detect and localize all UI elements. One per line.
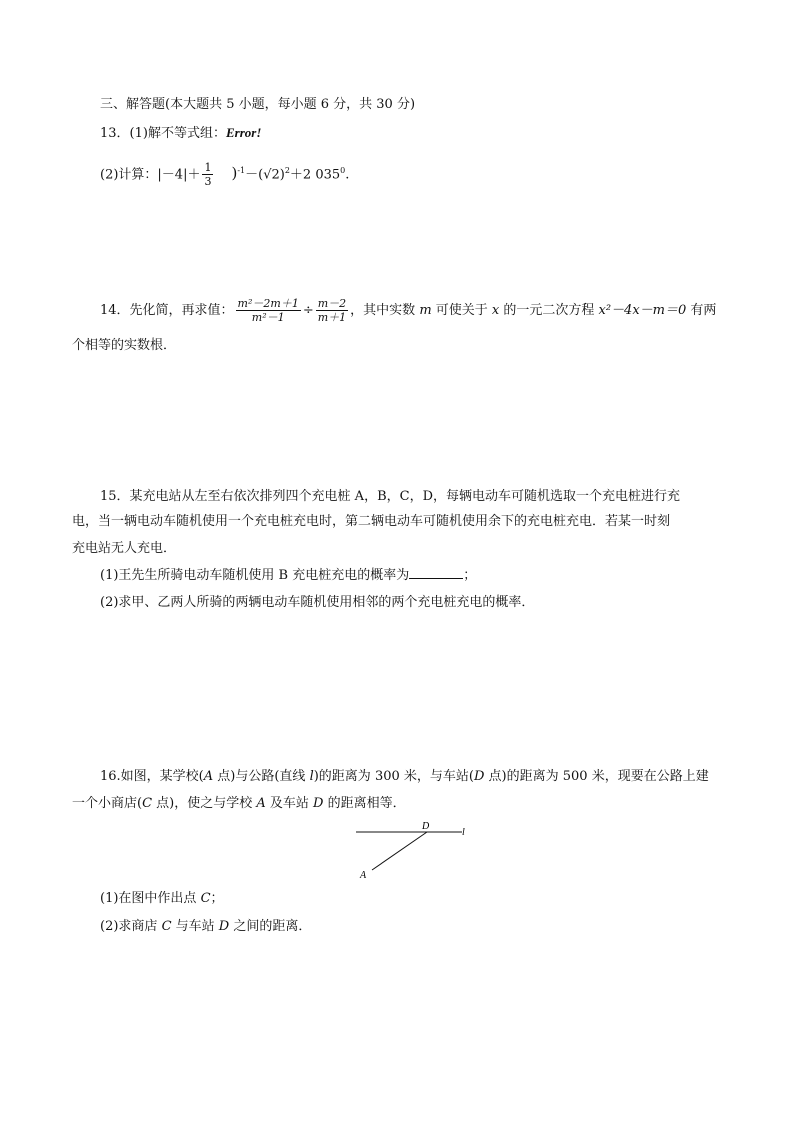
q16-l1d: 点)的距离为 500 米，现要在公路上建 bbox=[484, 769, 709, 784]
q13-p2-abs: |－4|＋ bbox=[157, 167, 201, 183]
q13-exp: -1 bbox=[237, 166, 246, 175]
q14-equation: x²－4x－m＝0 bbox=[598, 303, 687, 318]
q15-p1-end: ； bbox=[463, 568, 477, 583]
q16-part2 bbox=[100, 918, 311, 936]
q14-fraction-2 bbox=[316, 297, 348, 324]
q13-part1 bbox=[100, 124, 261, 143]
q16-p2c: 之间的距离． bbox=[229, 919, 312, 934]
q15-line3: 充电站无人充电． bbox=[72, 541, 177, 556]
q14-f1-den: m²－1 bbox=[251, 311, 285, 324]
q13-error-text: Error! bbox=[225, 125, 262, 140]
q16-l: l bbox=[309, 769, 314, 784]
q16-part1 bbox=[100, 890, 224, 908]
q16-l2d: 的距离相等． bbox=[323, 796, 406, 811]
q16-p2b: 与车站 bbox=[171, 919, 219, 934]
q16-l1c: )的距离为 300 米，与车站( bbox=[313, 769, 474, 784]
q15-line1: 15．某充电站从左至右依次排列四个充电桩 A，B，C，D，每辆电动车可随机选取一个充电桩进行充 bbox=[100, 489, 680, 504]
q15-p1-text: (1)王先生所骑电动车随机使用 B 充电桩充电的概率为 bbox=[100, 568, 410, 583]
q13-part2 bbox=[100, 158, 349, 188]
q16-p2-D: D bbox=[218, 919, 230, 934]
q13-p1-prefix: 13．(1)解不等式组： bbox=[100, 126, 226, 141]
q16-C: C bbox=[142, 796, 153, 811]
q14-text4: 有两 bbox=[686, 303, 717, 318]
q15-part1 bbox=[100, 566, 476, 585]
q16-l2b: 点)，使之与学校 bbox=[152, 796, 257, 811]
q16-line1 bbox=[100, 768, 709, 786]
q16-p2a: (2)求商店 bbox=[100, 919, 162, 934]
q16-l1a: 16.如图，某学校( bbox=[100, 769, 204, 784]
q13-frac-den: 3 bbox=[204, 175, 212, 189]
q13-frac-num: 1 bbox=[204, 161, 212, 175]
q14-line1 bbox=[100, 296, 716, 326]
q14-line2: 个相等的实数根． bbox=[72, 338, 177, 353]
q13-paren: ) bbox=[231, 164, 238, 183]
q14-div: ÷ bbox=[302, 303, 314, 318]
q16-figure bbox=[340, 815, 490, 885]
label-l: l bbox=[462, 827, 465, 838]
q16-l1b: 点)与公路(直线 bbox=[213, 769, 310, 784]
q16-line2 bbox=[72, 795, 406, 813]
q14-m: m bbox=[419, 303, 432, 318]
q16-D: D bbox=[473, 769, 485, 784]
q14-f1-num: m²－2m＋1 bbox=[237, 297, 299, 310]
q14-text1: ，其中实数 bbox=[350, 303, 420, 318]
q16-p1b: ； bbox=[210, 891, 224, 906]
q13-sq: 2 bbox=[284, 166, 290, 175]
section-title: 三、解答题(本大题共 5 小题，每小题 6 分，共 30 分) bbox=[100, 97, 416, 112]
q16-p1a: (1)在图中作出点 bbox=[100, 891, 201, 906]
q16-D2: D bbox=[313, 796, 324, 811]
q16-p2-C: C bbox=[161, 919, 172, 934]
q13-rest2: ) bbox=[279, 167, 285, 183]
q14-text3: 的一元二次方程 bbox=[499, 303, 599, 318]
q13-end: . bbox=[345, 167, 350, 183]
q16-p1-C: C bbox=[200, 891, 211, 906]
q14-f2-den: m＋1 bbox=[317, 311, 347, 324]
label-D: D bbox=[422, 821, 430, 832]
q14-f2-num: m－2 bbox=[317, 297, 347, 310]
q16-A: A bbox=[203, 769, 214, 784]
q16-l2c: 及车站 bbox=[265, 796, 314, 811]
q14-fraction-1 bbox=[236, 297, 301, 324]
q15-line2: 电，当一辆电动车随机使用一个充电桩充电时，第二辆电动车可随机使用余下的充电桩充电．若某一时刻 bbox=[72, 514, 671, 529]
q16-A2: A bbox=[256, 796, 266, 811]
q13-zero: 0 bbox=[340, 166, 346, 175]
q15-part2: (2)求甲、乙两人所骑的两辆电动车随机使用相邻的两个充电桩充电的概率． bbox=[100, 595, 535, 610]
segment-AD bbox=[372, 832, 427, 870]
q13-rest1: －( bbox=[245, 167, 264, 183]
q16-l2a: 一个小商店( bbox=[72, 796, 143, 811]
q13-rest3: ＋2 035 bbox=[289, 167, 341, 183]
q13-p2-prefix: (2)计算： bbox=[100, 167, 158, 183]
q13-sqrt: √2 bbox=[263, 167, 280, 183]
answer-blank[interactable] bbox=[409, 566, 463, 579]
q14-prefix: 14．先化简，再求值： bbox=[100, 303, 234, 318]
q13-fraction bbox=[202, 161, 213, 188]
label-A: A bbox=[360, 870, 367, 881]
q14-text2: 可使关于 bbox=[431, 303, 492, 318]
q14-x: x bbox=[491, 303, 500, 318]
